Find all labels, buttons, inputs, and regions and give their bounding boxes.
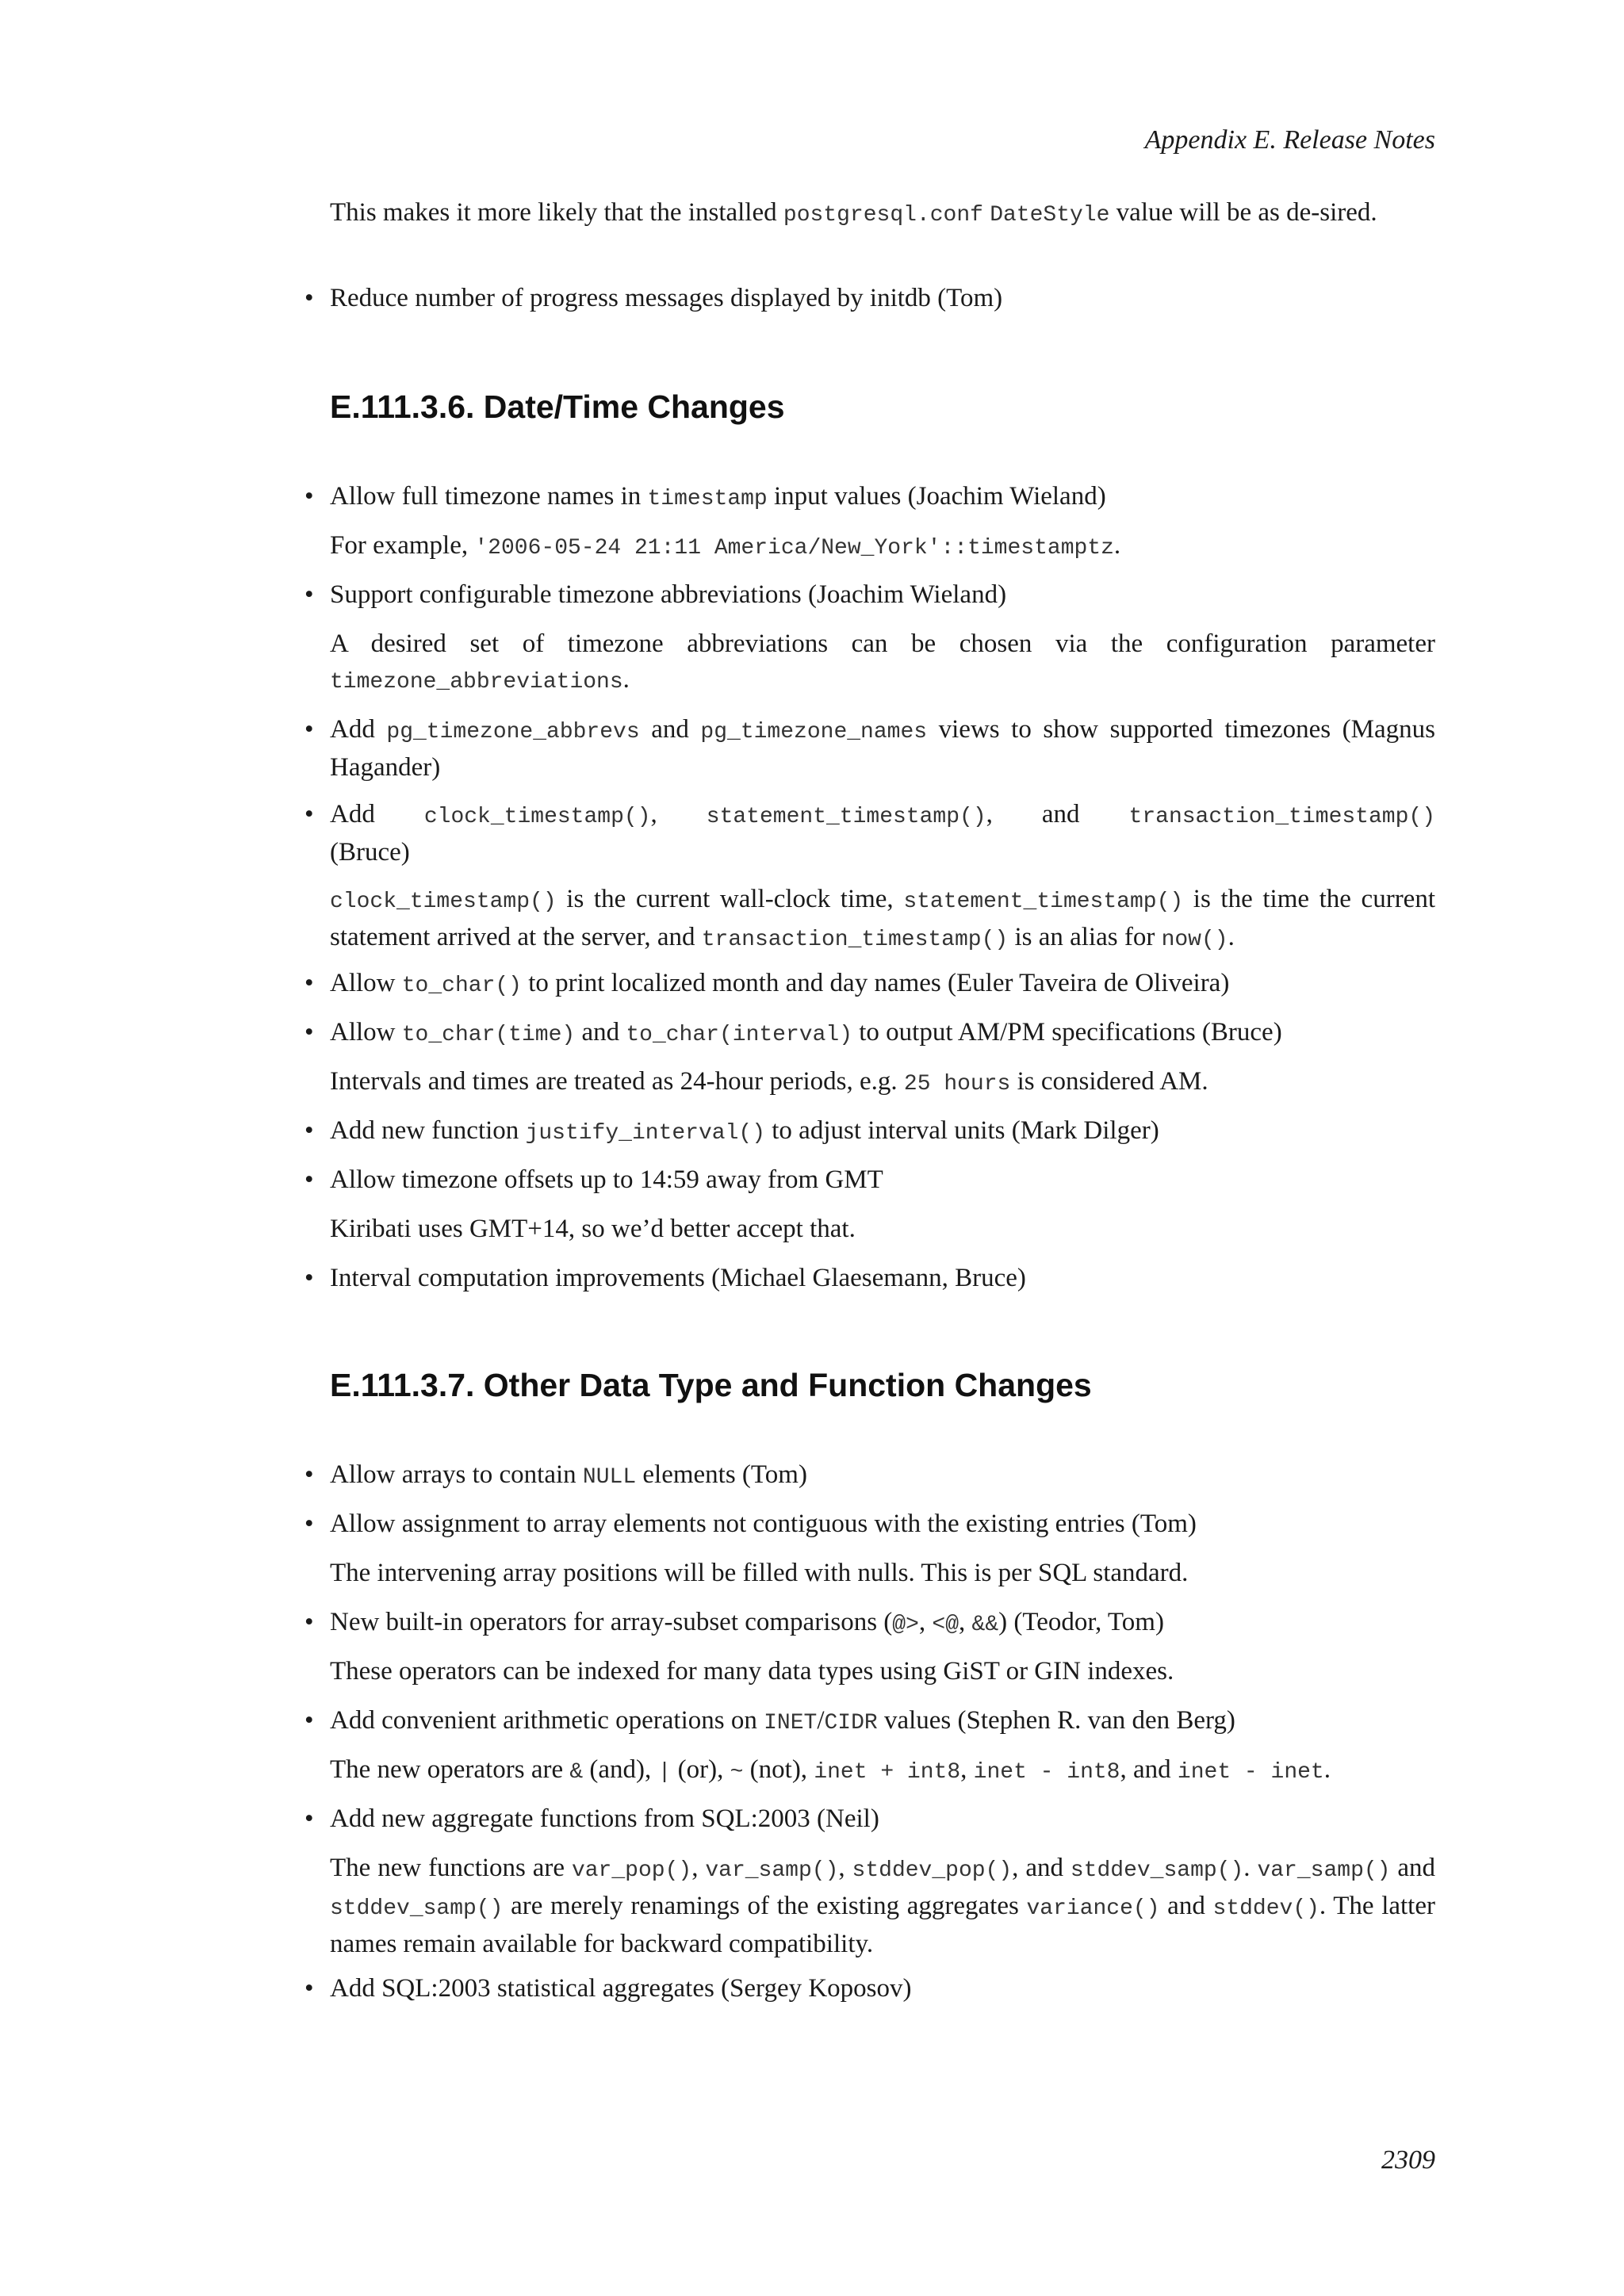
item-note: Kiribati uses GMT+14, so we’d better accept that. xyxy=(330,1215,856,1243)
list-item: • Allow timezone offsets up to 14:59 away from GMT xyxy=(330,1162,1435,1198)
list-item: • Add pg_timezone_abbrevs and pg_timezone_names views to show supported timezones (Magnus Hagander) xyxy=(330,712,1435,786)
bullet: • xyxy=(304,1116,314,1145)
bullet: • xyxy=(304,580,314,609)
bullet: • xyxy=(304,1460,314,1489)
list-item: • Reduce number of progress messages displayed by initdb (Tom) xyxy=(330,281,1435,316)
item-note: For example, '2006-05-24 21:11 America/New_York'::timestamptz. xyxy=(330,531,1121,561)
bullet: • xyxy=(304,1974,314,2003)
item-note: Intervals and times are treated as 24-hour periods, e.g. 25 hours is considered AM. xyxy=(330,1067,1208,1096)
item-note: A desired set of timezone abbreviations can be chosen via the configuration parameter timezone_abbreviations. xyxy=(330,629,1435,695)
code-postgresql-conf: postgresql.conf xyxy=(783,203,983,228)
bullet: • xyxy=(304,969,314,997)
item-note: These operators can be indexed for many data types using GiST or GIN indexes. xyxy=(330,1657,1174,1686)
list-item: • Allow assignment to array elements not contiguous with the existing entries (Tom) xyxy=(330,1506,1435,1542)
list-item: • Add convenient arithmetic operations on INET/CIDR values (Stephen R. van den Berg) xyxy=(330,1703,1435,1741)
list-item: • Allow full timezone names in timestamp input values (Joachim Wieland) xyxy=(330,479,1435,517)
page-number: 2309 xyxy=(1381,2145,1435,2175)
item-note: The new operators are & (and), | (or), ~ (not), inet + int8, inet - int8, and inet - inet. xyxy=(330,1755,1331,1785)
list-item: • Add SQL:2003 statistical aggregates (Sergey Koposov) xyxy=(330,1971,1435,2007)
list-item: • Add clock_timestamp(), statement_timestamp(), and transaction_timestamp() (Bruce) xyxy=(330,797,1435,871)
list-item: • Interval computation improvements (Michael Glaesemann, Bruce) xyxy=(330,1261,1435,1296)
item-note: The intervening array positions will be filled with nulls. This is per SQL standard. xyxy=(330,1559,1189,1587)
bullet: • xyxy=(304,1264,314,1292)
bullet: • xyxy=(304,1165,314,1194)
intro-paragraph: This makes it more likely that the installed postgresql.conf DateStyle value will be as de-sired. xyxy=(330,198,1377,228)
bullet: • xyxy=(304,800,314,828)
item-note: The new functions are var_pop(), var_samp(), stddev_pop(), and stddev_samp(). var_samp() and stddev_samp() are merely renamings of the existing aggregates variance() and stddev(). The latter names remain available for backward compatibility. xyxy=(330,1854,1436,1958)
item-note: clock_timestamp() is the current wall-clock time, statement_timestamp() is the time the current statement arrived at the server, and transaction_timestamp() is an alias for now(). xyxy=(330,885,1435,952)
code-datestyle: DateStyle xyxy=(990,203,1110,228)
bullet: • xyxy=(304,715,314,744)
list-item: • Allow to_char() to print localized month and day names (Euler Taveira de Oliveira) xyxy=(330,966,1435,1004)
list-item: • Add new function justify_interval() to adjust interval units (Mark Dilger) xyxy=(330,1113,1435,1151)
bullet: • xyxy=(304,284,314,312)
list-item: • Allow arrays to contain NULL elements (Tom) xyxy=(330,1457,1435,1495)
list-item: • Add new aggregate functions from SQL:2003 (Neil) xyxy=(330,1801,1435,1837)
list-item: • Support configurable timezone abbreviations (Joachim Wieland) xyxy=(330,577,1435,613)
bullet: • xyxy=(304,1018,314,1047)
bullet: • xyxy=(304,1804,314,1833)
section-heading-date-time: E.111.3.6. Date/Time Changes xyxy=(330,388,785,425)
list-item: • New built-in operators for array-subset comparisons (@>, <@, &&) (Teodor, Tom) xyxy=(330,1605,1435,1643)
list-item: • Allow to_char(time) and to_char(interval) to output AM/PM specifications (Bruce) xyxy=(330,1015,1435,1053)
section-heading-other-types: E.111.3.7. Other Data Type and Function Changes xyxy=(330,1367,1092,1403)
bullet: • xyxy=(304,1510,314,1538)
bullet: • xyxy=(304,482,314,511)
bullet: • xyxy=(304,1706,314,1735)
bullet: • xyxy=(304,1608,314,1636)
running-header: Appendix E. Release Notes xyxy=(1144,125,1435,155)
